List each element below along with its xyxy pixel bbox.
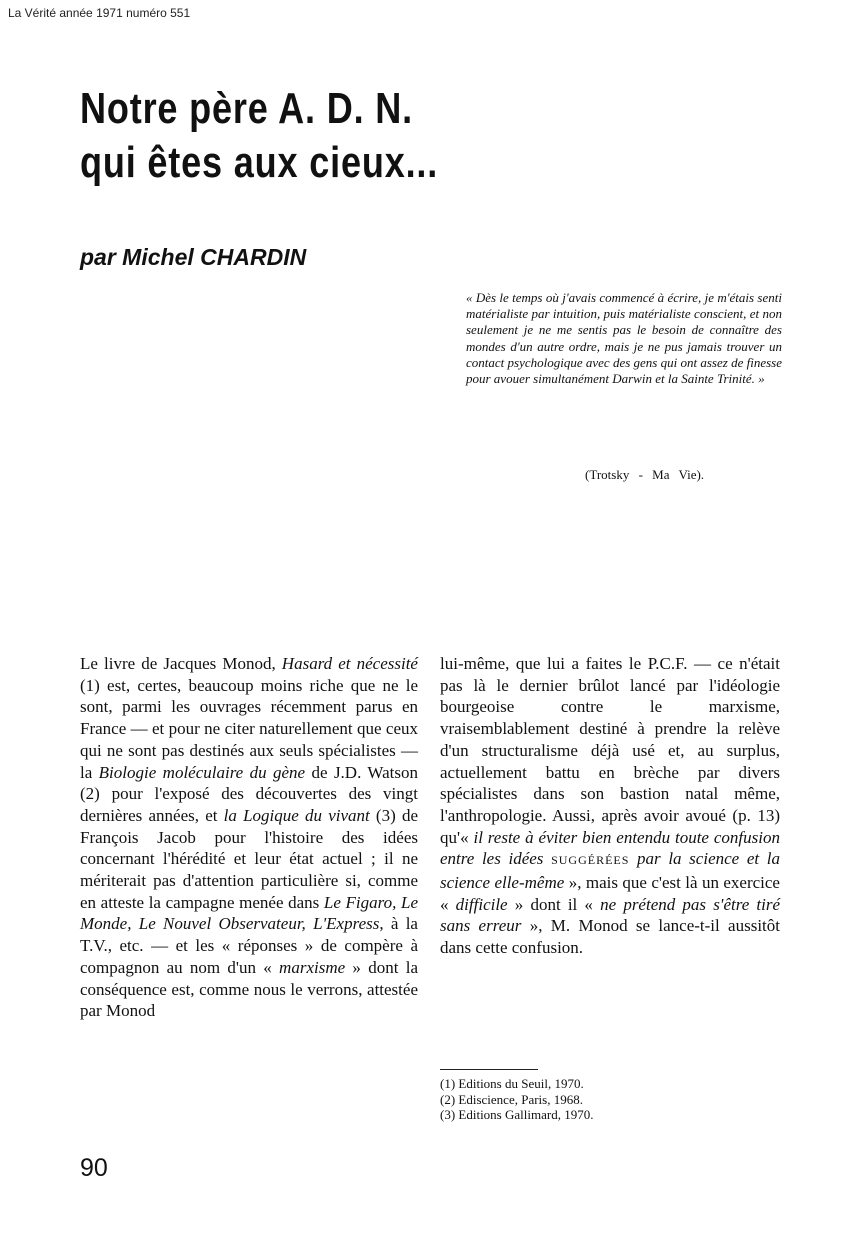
text-run: » dont il «	[507, 894, 601, 914]
article-title	[80, 82, 438, 190]
body-column-right	[440, 653, 780, 959]
text-run: , à la T.V., etc. — et les « réponses » de compère à compagnon au nom d'un «	[80, 914, 418, 977]
title-line-2: qui êtes aux cieux...	[80, 138, 439, 187]
italic-run: Le Figaro, Le Monde, Le Nouvel Observateur, L'Express	[80, 892, 418, 934]
footnotes	[440, 1076, 593, 1123]
italic-run: il reste à éviter bien entendu toute confusion entre les idées	[440, 827, 780, 869]
page-number: 90	[80, 1154, 108, 1182]
italic-run: marxisme	[279, 957, 346, 977]
italic-run: Hasard et nécessité	[281, 654, 418, 673]
text-run: », M. Monod se lance-t-il aussitôt dans cette confusion.	[440, 916, 780, 958]
text-run: de J.D. Watson (2) pour l'exposé des découvertes des vingt dernières années, et	[80, 762, 418, 825]
text-run: (1) est, certes, beaucoup moins riche que ne le sont, parmi les ouvrages récemment parus en France — et pour ne citer naturellement que ceux qui ne sont pas destinés aux seuls spécialistes — la	[80, 675, 418, 782]
text-run: (3) de François Jacob pour l'histoire des idées concernant l'hérédité et leur état actuel ; il ne mériterait pas d'attention particulière si, comme en atteste la campagne menée dans	[80, 805, 418, 912]
text-run: Le livre de Jacques Monod,	[80, 654, 282, 673]
small-caps-run: SUGGÉRÉES	[551, 853, 630, 868]
epigraph-source: (Trotsky - Ma Vie).	[585, 467, 705, 482]
italic-run: par la science et la science elle-même	[440, 849, 780, 893]
footnote-2: (2) Ediscience, Paris, 1968.	[440, 1091, 583, 1107]
footnote-1: (1) Editions du Seuil, 1970.	[440, 1076, 584, 1091]
epigraph-quote: « Dès le temps où j'avais commencé à écrire, je m'étais senti matérialiste par intuition, puis matérialiste conscient, et non seulement je ne me sentis pas le besoin de connaître des mondes d'un autre ordre, mais je ne pus jamais trouver un contact psychologique avec des gens qui ont assez de finesse pour avouer simultanément Darwin et la Sainte Trinité. »	[466, 290, 782, 387]
document-header: La Vérité année 1971 numéro 551	[8, 6, 191, 20]
italic-run: Biologie moléculaire du gène	[98, 762, 306, 782]
text-run: lui-même, que lui a faites le P.C.F. — ce n'était pas là le dernier brûlot lancé par l'idéologie bourgeoise contre le marxisme, vraisemblablement destiné à prendre la relève d'un structuralisme déjà usé et, au surplus, actuellement battu en brèche par divers spécialistes dans son bastion natal même, l'anthropologie. Aussi, après avoir avoué (p. 13) qu'«	[440, 654, 780, 847]
footnote-3: (3) Editions Gallimard, 1970.	[440, 1107, 594, 1122]
footnote-separator	[440, 1069, 538, 1070]
text-run: », mais que c'est là un exercice «	[440, 873, 780, 914]
byline: par Michel CHARDIN	[80, 244, 307, 270]
text-run: » dont la conséquence est, comme nous le verrons, attestée par Monod	[80, 957, 418, 1021]
italic-run: difficile	[455, 894, 508, 914]
italic-run: ne prétend pas s'être tiré sans erreur	[440, 894, 781, 936]
title-line-1: Notre père A. D. N.	[80, 84, 414, 133]
body-column-left	[80, 653, 418, 1022]
italic-run: la Logique du vivant	[223, 805, 370, 825]
